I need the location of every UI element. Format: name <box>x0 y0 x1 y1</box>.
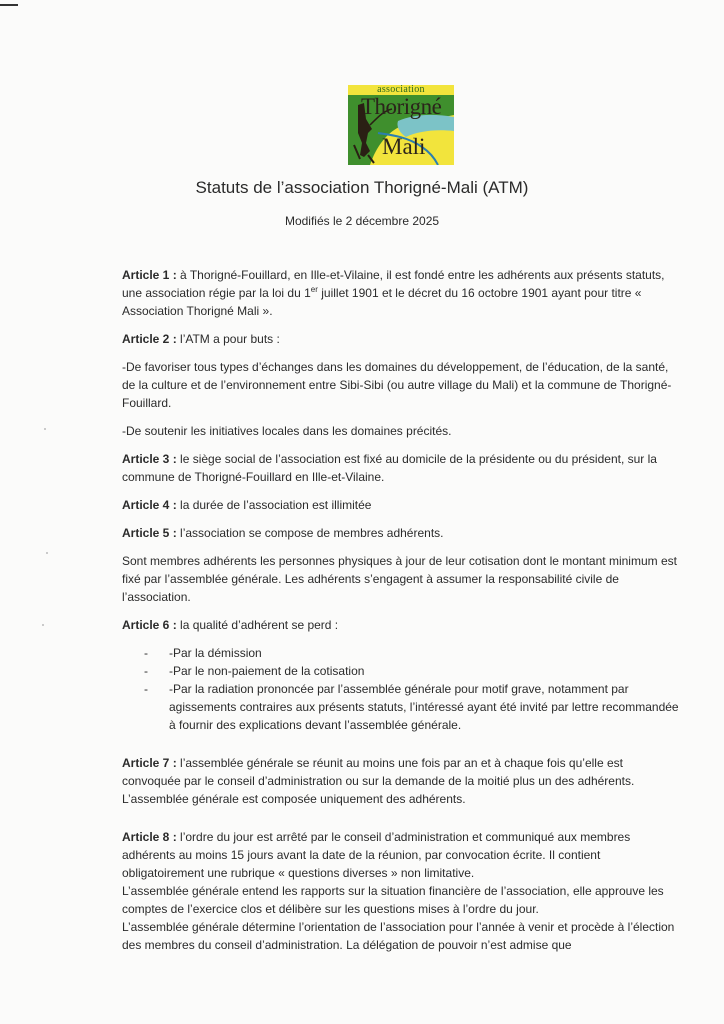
article-5-text: l’association se compose de membres adhérents. <box>176 526 444 540</box>
article-3-text: le siège social de l’association est fixé au domicile de la présidente ou du président, sur la commune de Thorigné-Fouillard en Ille-et-Vilaine. <box>122 452 657 484</box>
article-8 <box>122 828 682 882</box>
list-item: - -Par le non-paiement de la cotisation <box>144 664 365 678</box>
article-7-text: l’assemblée générale se réunit au moins une fois par an et à chaque fois qu’elle est convoquée par le conseil d’administration ou sur la demande de la moitié plus un des adhérents. L’assemblée générale est composée uniquement des adhérents. <box>122 756 635 806</box>
scan-speck <box>42 624 44 626</box>
article-6-label: Article 6 : <box>122 618 177 632</box>
article-3-label: Article 3 : <box>122 452 177 466</box>
list-item-text: -Par la radiation prononcée par l’assemblée générale pour motif grave, notamment par agissements contraires aux présents statuts, l’intéressé ayant été invité par lettre recommandée à fournir des explications devant l’assemblée générale. <box>169 682 679 732</box>
page-subtitle: Modifiés le 2 décembre 2025 <box>284 214 440 228</box>
article-2-goal-1: -De favoriser tous types d’échanges dans les domaines du développement, de l’éducation, de la santé, de la culture et de l’environnement entre Sibi-Sibi (ou autre village du Mali) et la commune de Thorigné-Fouillard. <box>122 360 672 410</box>
list-item: - -Par la démission <box>144 646 262 660</box>
scan-corner-mark <box>0 4 18 6</box>
article-4 <box>122 496 682 514</box>
scan-speck <box>44 428 46 430</box>
article-5-label: Article 5 : <box>122 526 177 540</box>
list-item-text: -Par le non-paiement de la cotisation <box>169 664 365 678</box>
article-6 <box>122 616 682 634</box>
article-1-text: à Thorigné-Fouillard, en Ille-et-Vilaine, il est fondé entre les adhérents aux présents statuts, une association régie par la loi du 1 <box>122 268 665 300</box>
article-6-text: la qualité d’adhérent se perd : <box>176 618 339 632</box>
article-8-text: l’ordre du jour est arrêté par le conseil d’administration et communiqué aux membres adhérents au moins 15 jours avant la date de la réunion, par convocation écrite. Il contient obligatoirement une rubrique « questions diverses » non limitative. <box>122 830 631 880</box>
article-1 <box>122 266 682 320</box>
article-2-goal-2: -De soutenir les initiatives locales dans les domaines précités. <box>122 424 452 438</box>
article-2-text: l’ATM a pour buts : <box>176 332 280 346</box>
article-5 <box>122 524 682 542</box>
article-3 <box>122 450 682 486</box>
article-7 <box>122 754 682 808</box>
article-1-sup: er <box>310 285 318 294</box>
list-item: - -Par la radiation prononcée par l’assemblée générale pour motif grave, notamment par agissements contraires aux présents statuts, l’intéressé ayant été invité par lettre recommandée à fournir des explications devant l’assemblée générale. <box>144 682 679 732</box>
article-4-text: la durée de l’association est illimitée <box>176 498 372 512</box>
article-1-label: Article 1 : <box>122 268 177 282</box>
article-8-paragraph-3: L’assemblée générale détermine l’orientation de l’association pour l’année à venir et procède à l’élection des membres du conseil d’administration. La délégation de pouvoir n’est admise que <box>122 920 675 952</box>
association-logo <box>348 85 454 165</box>
page-title: Statuts de l’association Thorigné-Mali (ATM) <box>195 178 529 197</box>
list-item-text: -Par la démission <box>169 646 262 660</box>
article-5-paragraph: Sont membres adhérents les personnes physiques à jour de leur cotisation dont le montant minimum est fixé par l’assemblée générale. Les adhérents s’engagent à assumer la responsabilité civile de l’association. <box>122 554 677 604</box>
scan-speck <box>46 552 48 554</box>
logo-line-thorigne: Thorigné <box>361 94 442 119</box>
article-1-text-cont: juillet 1901 et le décret du 16 octobre 1901 ayant pour titre « Association Thorigné Mali ». <box>122 286 642 318</box>
logo-line-mali: Mali <box>382 134 426 159</box>
article-8-paragraph-2: L’assemblée générale entend les rapports sur la situation financière de l’association, elle approuve les comptes de l’exercice clos et délibère sur les questions mises à l’ordre du jour. <box>122 884 664 916</box>
article-4-label: Article 4 : <box>122 498 177 512</box>
logo-top-text: association <box>377 85 425 95</box>
article-6-list <box>122 644 682 734</box>
statutes-body <box>122 266 682 954</box>
article-8-label: Article 8 : <box>122 830 177 844</box>
article-2-label: Article 2 : <box>122 332 177 346</box>
article-2 <box>122 330 682 348</box>
article-7-label: Article 7 : <box>122 756 177 770</box>
